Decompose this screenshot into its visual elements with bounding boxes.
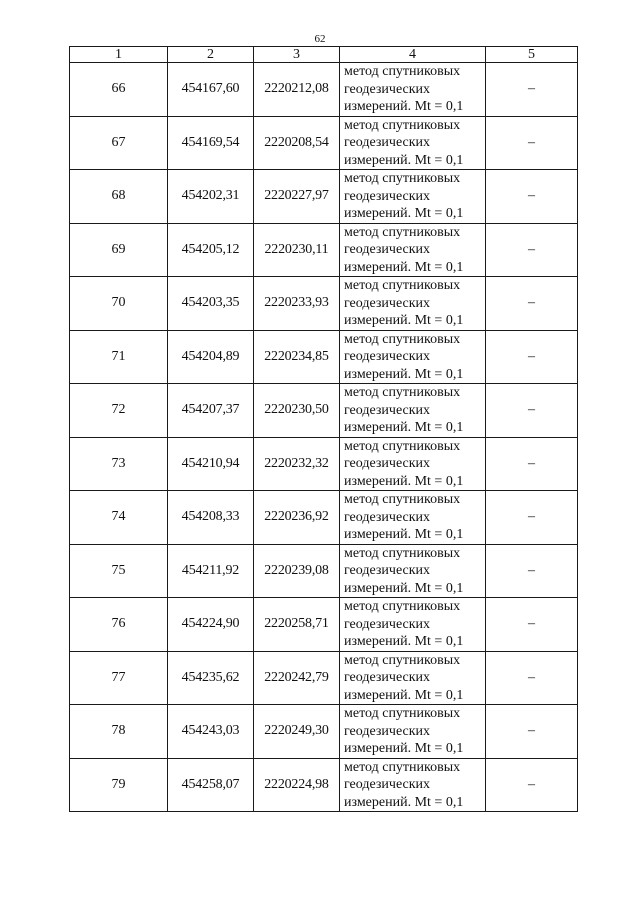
y-coordinate-cell: 2220230,50 (254, 384, 340, 438)
method-line: метод спутниковых (344, 652, 461, 668)
method-line: измерений. Mt = 0,1 (344, 366, 464, 382)
note-cell: – (486, 705, 578, 759)
method-line: геодезических (344, 723, 431, 739)
method-line: метод спутниковых (344, 759, 461, 775)
y-coordinate-cell: 2220258,71 (254, 598, 340, 652)
table-row (70, 330, 578, 384)
point-number-cell: 79 (70, 758, 168, 812)
method-line: метод спутниковых (344, 706, 461, 721)
table-row (70, 491, 578, 545)
y-coordinate-cell: 2220208,54 (254, 116, 340, 170)
method-line: метод спутниковых (344, 492, 461, 507)
y-coordinate-cell: 2220239,08 (254, 544, 340, 598)
method-cell (340, 651, 486, 705)
method-cell (340, 598, 486, 652)
method-line: геодезических (344, 777, 431, 792)
point-number-cell: 68 (70, 170, 168, 224)
method-line: измерений. Mt = 0,1 (344, 99, 464, 114)
x-coordinate-cell: 454258,07 (168, 758, 254, 812)
method-line: геодезических (344, 81, 431, 97)
y-coordinate-cell: 2220249,30 (254, 705, 340, 759)
y-coordinate-cell: 2220227,97 (254, 170, 340, 224)
note-cell: – (486, 330, 578, 384)
method-cell (340, 277, 486, 331)
method-line: геодезических (344, 188, 431, 204)
note-cell: – (486, 491, 578, 545)
point-number-cell: 71 (70, 330, 168, 384)
x-coordinate-cell: 454169,54 (168, 116, 254, 170)
table-row (70, 116, 578, 170)
point-number-cell: 69 (70, 223, 168, 277)
method-line: метод спутниковых (344, 117, 461, 133)
method-line: измерений. Mt = 0,1 (344, 527, 464, 542)
method-cell (340, 491, 486, 545)
method-line: геодезических (344, 242, 431, 257)
x-coordinate-cell: 454204,89 (168, 330, 254, 384)
method-line: метод спутниковых (344, 385, 461, 400)
method-line: измерений. Mt = 0,1 (344, 259, 464, 275)
x-coordinate-cell: 454202,31 (168, 170, 254, 224)
method-cell (340, 384, 486, 438)
method-cell (340, 170, 486, 224)
point-number-cell: 70 (70, 277, 168, 331)
point-number-cell: 78 (70, 705, 168, 759)
y-coordinate-cell: 2220212,08 (254, 63, 340, 117)
method-line: геодезических (344, 402, 431, 418)
method-line: измерений. Mt = 0,1 (344, 794, 464, 810)
note-cell: – (486, 384, 578, 438)
method-cell (340, 437, 486, 491)
note-cell: – (486, 437, 578, 491)
x-coordinate-cell: 454205,12 (168, 223, 254, 277)
method-line: геодезических (344, 563, 431, 578)
method-cell (340, 544, 486, 598)
x-coordinate-cell: 454208,33 (168, 491, 254, 545)
point-number-cell: 72 (70, 384, 168, 438)
x-coordinate-cell: 454224,90 (168, 598, 254, 652)
note-cell: – (486, 63, 578, 117)
y-coordinate-cell: 2220233,93 (254, 277, 340, 331)
x-coordinate-cell: 454167,60 (168, 63, 254, 117)
y-coordinate-cell: 2220224,98 (254, 758, 340, 812)
point-number-cell: 76 (70, 598, 168, 652)
x-coordinate-cell: 454203,35 (168, 277, 254, 331)
note-cell: – (486, 651, 578, 705)
table-row (70, 277, 578, 331)
column-header-1: 1 (70, 47, 168, 63)
method-line: измерений. Mt = 0,1 (344, 420, 464, 435)
header-row (70, 47, 578, 63)
method-line: метод спутниковых (344, 278, 461, 293)
method-cell (340, 330, 486, 384)
x-coordinate-cell: 454211,92 (168, 544, 254, 598)
note-cell: – (486, 223, 578, 277)
table-header (70, 47, 578, 63)
table-row (70, 758, 578, 812)
note-cell: – (486, 277, 578, 331)
note-cell: – (486, 758, 578, 812)
method-line: геодезических (344, 670, 431, 685)
method-line: измерений. Mt = 0,1 (344, 206, 464, 221)
method-line: геодезических (344, 616, 431, 632)
method-line: измерений. Mt = 0,1 (344, 580, 464, 596)
method-cell (340, 758, 486, 812)
method-line: измерений. Mt = 0,1 (344, 473, 464, 489)
method-line: метод спутниковых (344, 171, 461, 186)
table-row (70, 437, 578, 491)
column-header-2: 2 (168, 47, 254, 63)
table-row (70, 170, 578, 224)
column-header-3: 3 (254, 47, 340, 63)
note-cell: – (486, 598, 578, 652)
y-coordinate-cell: 2220234,85 (254, 330, 340, 384)
note-cell: – (486, 544, 578, 598)
method-line: измерений. Mt = 0,1 (344, 152, 464, 168)
point-number-cell: 74 (70, 491, 168, 545)
table-row (70, 598, 578, 652)
method-line: измерений. Mt = 0,1 (344, 313, 464, 328)
table-body (70, 63, 578, 812)
method-line: геодезических (344, 295, 431, 311)
method-cell (340, 223, 486, 277)
point-number-cell: 67 (70, 116, 168, 170)
column-header-4: 4 (340, 47, 486, 63)
table-row (70, 384, 578, 438)
x-coordinate-cell: 454235,62 (168, 651, 254, 705)
method-line: измерений. Mt = 0,1 (344, 741, 464, 756)
point-number-cell: 73 (70, 437, 168, 491)
method-cell (340, 63, 486, 117)
note-cell: – (486, 116, 578, 170)
x-coordinate-cell: 454243,03 (168, 705, 254, 759)
method-cell (340, 705, 486, 759)
x-coordinate-cell: 454210,94 (168, 437, 254, 491)
method-line: измерений. Mt = 0,1 (344, 687, 464, 703)
page-number: 62 (314, 33, 326, 45)
method-line: измерений. Mt = 0,1 (344, 634, 464, 649)
method-line: метод спутниковых (344, 438, 461, 454)
method-cell (340, 116, 486, 170)
y-coordinate-cell: 2220236,92 (254, 491, 340, 545)
method-line: геодезических (344, 135, 431, 150)
table-row (70, 651, 578, 705)
method-line: метод спутниковых (344, 64, 461, 79)
method-line: геодезических (344, 349, 431, 364)
y-coordinate-cell: 2220242,79 (254, 651, 340, 705)
column-header-5: 5 (486, 47, 578, 63)
method-line: метод спутниковых (344, 331, 461, 347)
table-row (70, 705, 578, 759)
point-number-cell: 77 (70, 651, 168, 705)
table-row (70, 544, 578, 598)
method-line: метод спутниковых (344, 224, 461, 240)
method-line: геодезических (344, 509, 431, 525)
coordinates-table (69, 46, 578, 812)
point-number-cell: 75 (70, 544, 168, 598)
method-line: метод спутниковых (344, 599, 461, 614)
table-row (70, 63, 578, 117)
y-coordinate-cell: 2220232,32 (254, 437, 340, 491)
point-number-cell: 66 (70, 63, 168, 117)
x-coordinate-cell: 454207,37 (168, 384, 254, 438)
method-line: геодезических (344, 456, 431, 471)
y-coordinate-cell: 2220230,11 (254, 223, 340, 277)
table-row (70, 223, 578, 277)
note-cell: – (486, 170, 578, 224)
method-line: метод спутниковых (344, 545, 461, 561)
